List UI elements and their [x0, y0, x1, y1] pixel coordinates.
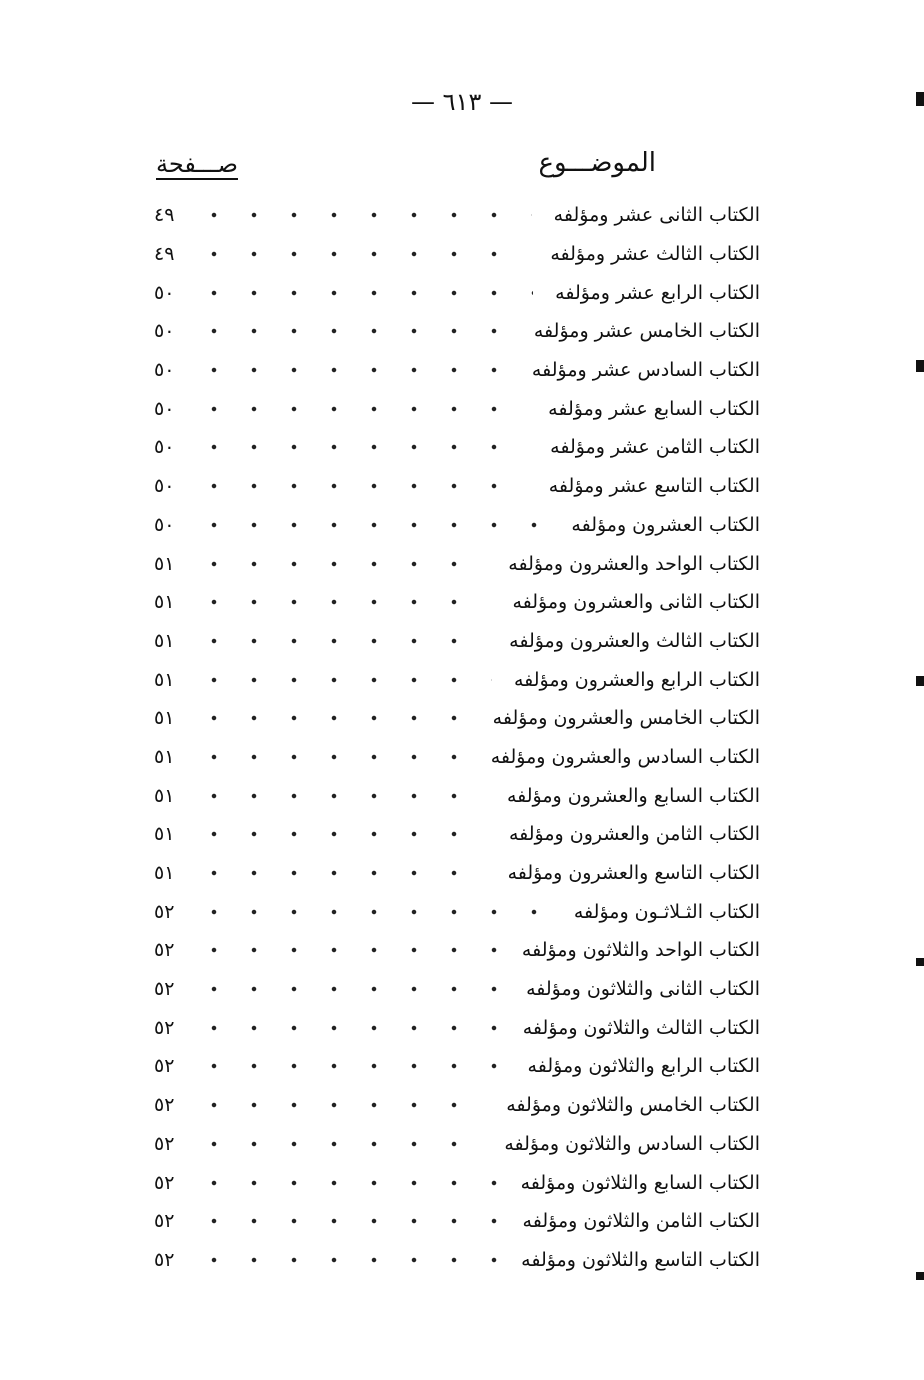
toc-entry-page: ٥٢	[154, 939, 175, 962]
toc-entry-title: الكتاب التاسع والثلاثون ومؤلفه	[521, 1248, 760, 1271]
toc-entry-title: الكتاب السابع والعشرون ومؤلفه	[506, 784, 760, 807]
toc-entry-page: ٥١	[154, 823, 175, 846]
dot-leader	[194, 1100, 484, 1110]
toc-entry-title: الكتاب الثالث والثلاثون ومؤلفه	[522, 1016, 760, 1039]
toc-entry-page: ٥٢	[154, 900, 175, 923]
toc-entry	[150, 506, 760, 545]
toc-entry	[150, 196, 760, 235]
toc-entry	[150, 892, 760, 931]
toc-entry-page: ٥٠	[154, 436, 175, 459]
toc-entry-title: الكتاب الثانى والثلاثون ومؤلفه	[526, 978, 760, 1001]
toc-entry-title: الكتاب الرابع والثلاثون ومؤلفه	[527, 1055, 760, 1078]
scan-edge-mark	[916, 1272, 924, 1280]
toc-entry	[150, 389, 760, 428]
toc-entry	[150, 931, 760, 970]
dot-leader	[194, 868, 486, 878]
toc-entry-title: الكتاب الثانى والعشرون ومؤلفه	[512, 591, 760, 614]
toc-entry-page: ٥٠	[154, 397, 175, 420]
toc-entry-title: الكتاب الرابع عشر ومؤلفه	[555, 281, 760, 304]
dot-leader	[194, 597, 490, 607]
dot-leader	[194, 984, 504, 994]
toc-entry-title: الكتاب الواحد والثلاثون ومؤلفه	[521, 939, 760, 962]
dot-leader	[194, 675, 492, 685]
toc-entry-page: ٥١	[154, 745, 175, 768]
dot-leader	[194, 1139, 482, 1149]
toc-entry-page: ٤٩	[154, 243, 175, 266]
toc-entry-page: ٥١	[154, 862, 175, 885]
toc-entry	[150, 970, 760, 1009]
column-header-page: صـــفحة	[156, 150, 238, 178]
toc-entry-page: ٥١	[154, 552, 175, 575]
dot-leader	[194, 713, 471, 723]
toc-entry-title: الكتاب الخامس والعشرون ومؤلفه	[492, 707, 760, 730]
dot-leader	[194, 907, 552, 917]
toc-entry-page: ٥٢	[154, 1132, 175, 1155]
toc-entry-page: ٥٠	[154, 359, 175, 382]
dot-leader	[194, 249, 528, 259]
toc-entry	[150, 738, 760, 777]
toc-entry-page: ٥٢	[154, 1055, 175, 1078]
toc-entry-page: ٥٢	[154, 1094, 175, 1117]
toc-entry-title: الكتاب الثانى عشر ومؤلفه	[553, 204, 760, 227]
toc-entry	[150, 1086, 760, 1125]
toc-entry	[150, 312, 760, 351]
page-number: — ٦١٣ —	[411, 88, 513, 116]
toc-entry-title: الكتاب الثالث عشر ومؤلفه	[550, 243, 760, 266]
toc-entry-page: ٥٢	[154, 1210, 175, 1233]
toc-entry	[150, 1163, 760, 1202]
toc-entry-page: ٥٠	[154, 513, 175, 536]
dot-leader	[194, 442, 528, 452]
dot-leader	[194, 210, 532, 220]
toc-entry	[150, 544, 760, 583]
toc-entry-title: الكتاب السادس والثلاثون ومؤلفه	[504, 1132, 760, 1155]
dot-leader	[194, 752, 469, 762]
dot-leader	[194, 1023, 501, 1033]
dot-leader	[194, 945, 500, 955]
toc-entry	[150, 467, 760, 506]
toc-entry-page: ٥٢	[154, 1171, 175, 1194]
toc-entry	[150, 776, 760, 815]
toc-entry-title: الكتاب الخامس عشر ومؤلفه	[533, 320, 760, 343]
dot-leader	[194, 1178, 499, 1188]
toc-entry	[150, 854, 760, 893]
dot-leader	[194, 404, 526, 414]
toc-entry-title: الكتاب الثامن عشر ومؤلفه	[550, 436, 760, 459]
toc-entry	[150, 1202, 760, 1241]
toc-entry-title: الكتاب السابع عشر ومؤلفه	[548, 397, 760, 420]
toc-entry-title: الكتاب الخامس والثلاثون ومؤلفه	[506, 1094, 760, 1117]
toc-entry	[150, 583, 760, 622]
toc-entry-page: ٥١	[154, 668, 175, 691]
dot-leader	[194, 326, 512, 336]
dot-leader	[194, 1061, 506, 1071]
dot-leader	[194, 1216, 501, 1226]
toc-entry-title: الكتاب الثامن والعشرون ومؤلفه	[508, 823, 760, 846]
toc-entry-page: ٥١	[154, 784, 175, 807]
dot-leader	[194, 829, 487, 839]
toc-entry-title: الكتاب الواحد والعشرون ومؤلفه	[508, 552, 760, 575]
dot-leader	[194, 481, 527, 491]
toc-entry	[150, 1125, 760, 1164]
toc-entry	[150, 622, 760, 661]
toc-entry-page: ٥٢	[154, 1248, 175, 1271]
toc-entry-page: ٤٩	[154, 204, 175, 227]
scan-edge-mark	[916, 676, 924, 686]
toc-entry-title: الكتاب السابع والثلاثون ومؤلفه	[520, 1171, 760, 1194]
dot-leader	[194, 559, 486, 569]
toc-entry	[150, 428, 760, 467]
toc-entry	[150, 815, 760, 854]
toc-entry-page: ٥١	[154, 591, 175, 614]
toc-entry	[150, 1008, 760, 1047]
scan-edge-mark	[916, 92, 924, 106]
toc-entry	[150, 273, 760, 312]
toc-entry-page: ٥٠	[154, 320, 175, 343]
toc-entry	[150, 1047, 760, 1086]
toc-entry-page: ٥٠	[154, 475, 175, 498]
toc-entry-title: الكتاب الرابع والعشرون ومؤلفه	[513, 668, 760, 691]
column-header-topic: الموضـــوع	[538, 148, 656, 178]
dot-leader	[194, 1255, 499, 1265]
dot-leader	[194, 636, 487, 646]
toc-entry-page: ٥١	[154, 629, 175, 652]
dot-leader	[194, 288, 533, 298]
toc-entry-page: ٥٠	[154, 281, 175, 304]
toc-entry-title: الكتاب السادس عشر ومؤلفه	[531, 359, 760, 382]
dot-leader	[194, 520, 549, 530]
toc-entry-title: الكتاب العشرون ومؤلفه	[571, 513, 760, 536]
toc-entry-title: الكتاب التاسع والعشرون ومؤلفه	[507, 862, 760, 885]
dot-leader	[194, 365, 510, 375]
toc-entry-title: الكتاب الثامن والثلاثون ومؤلفه	[522, 1210, 760, 1233]
toc-entry	[150, 660, 760, 699]
scan-edge-mark	[916, 958, 924, 966]
toc-entry	[150, 699, 760, 738]
dot-leader	[194, 791, 485, 801]
toc-entry-title: الكتاب السادس والعشرون ومؤلفه	[490, 745, 760, 768]
toc-entry-page: ٥١	[154, 707, 175, 730]
toc-entry	[150, 235, 760, 274]
toc-entry	[150, 351, 760, 390]
toc-entry	[150, 1241, 760, 1280]
toc-entry-title: الكتاب الثـلاثـون ومؤلفه	[573, 900, 760, 923]
toc-entry-title: الكتاب الثالث والعشرون ومؤلفه	[509, 629, 760, 652]
toc-entry-page: ٥٢	[154, 1016, 175, 1039]
toc-entry-title: الكتاب التاسع عشر ومؤلفه	[548, 475, 760, 498]
toc-entry-page: ٥٢	[154, 978, 175, 1001]
scan-edge-mark	[916, 360, 924, 372]
table-of-contents	[150, 196, 760, 1279]
